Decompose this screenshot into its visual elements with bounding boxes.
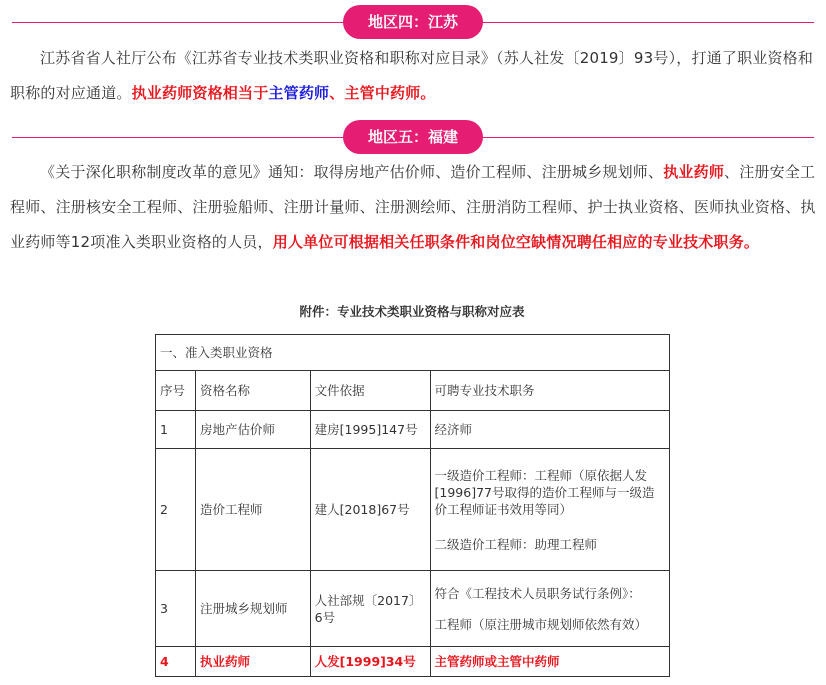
qualification-name: 执业药师 bbox=[195, 647, 310, 677]
qualification-name: 注册城乡规划师 bbox=[195, 571, 310, 647]
highlight-text: 、主管中药师。 bbox=[329, 84, 436, 102]
paragraph bbox=[10, 41, 816, 111]
header-cell: 可聘专业技术职务 bbox=[430, 371, 670, 411]
job-title bbox=[430, 449, 670, 571]
header-cell: 文件依据 bbox=[310, 371, 430, 411]
row-number: 1 bbox=[156, 411, 196, 449]
paragraph bbox=[10, 155, 816, 260]
table-row bbox=[156, 449, 670, 571]
row-number: 3 bbox=[156, 571, 196, 647]
table-header-row bbox=[156, 371, 670, 411]
job-title-line: 二级造价工程师：助理工程师 bbox=[434, 536, 598, 552]
job-title: 经济师 bbox=[430, 411, 670, 449]
qualification-name: 造价工程师 bbox=[195, 449, 310, 571]
header-cell: 序号 bbox=[156, 371, 196, 411]
row-number: 2 bbox=[156, 449, 196, 571]
region-badge: 地区四：江苏 bbox=[343, 5, 483, 39]
job-title-line: 一级造价工程师：工程师（原依据人发[1996]77号取得的造价工程师与一级造价工程师证书效用等同） bbox=[434, 467, 655, 517]
table-row bbox=[156, 411, 670, 449]
table-row bbox=[156, 571, 670, 647]
region-badge: 地区五：福建 bbox=[343, 120, 483, 154]
category-cell: 一、准入类职业资格 bbox=[156, 335, 670, 371]
document-ref: 人社部规〔2017〕6号 bbox=[310, 571, 430, 647]
highlight-text: 执业药师 bbox=[663, 163, 725, 181]
qualification-name: 房地产估价师 bbox=[195, 411, 310, 449]
job-title-line: 符合《工程技术人员职务试行条例》： bbox=[434, 585, 641, 601]
highlight-text: 用人单位可根据相关任职条件和岗位空缺情况聘任相应的专业技术职务。 bbox=[272, 233, 760, 251]
document-ref: 人发[1999]34号 bbox=[310, 647, 430, 677]
paragraph-text: 、注册安全工程师、注册核安全工程师、注册验船师、注册计量师、注册测绘师、注册消防工程师、护士执业资格、医师执业资格、执业药师等12项准入类职业资格的人员， bbox=[10, 163, 816, 251]
row-number: 4 bbox=[156, 647, 196, 677]
table-row-highlighted bbox=[156, 647, 670, 677]
document-ref: 建人[2018]67号 bbox=[310, 449, 430, 571]
qualification-table bbox=[155, 334, 670, 677]
job-title bbox=[430, 571, 670, 647]
highlight-text: 执业药师资格相当于 bbox=[131, 84, 269, 102]
document-ref: 建房[1995]147号 bbox=[310, 411, 430, 449]
paragraph-text: 《关于深化职称制度改革的意见》通知：取得房地产估价师、造价工程师、注册城乡规划师、 bbox=[40, 163, 664, 181]
paragraph-text: 江苏省省人社厅公布《江苏省专业技术类职业资格和职称对应目录》（苏人社发〔2019〕93号），打通了职业资格和职称的对应通道。 bbox=[10, 49, 814, 102]
header-cell: 资格名称 bbox=[195, 371, 310, 411]
highlight-text: 主管药师 bbox=[268, 84, 330, 102]
job-title-line: 工程师（原注册城市规划师依然有效） bbox=[434, 616, 648, 632]
job-title: 主管药师或主管中药师 bbox=[430, 647, 670, 677]
table-caption: 附件：专业技术类职业资格与职称对应表 bbox=[299, 304, 525, 319]
